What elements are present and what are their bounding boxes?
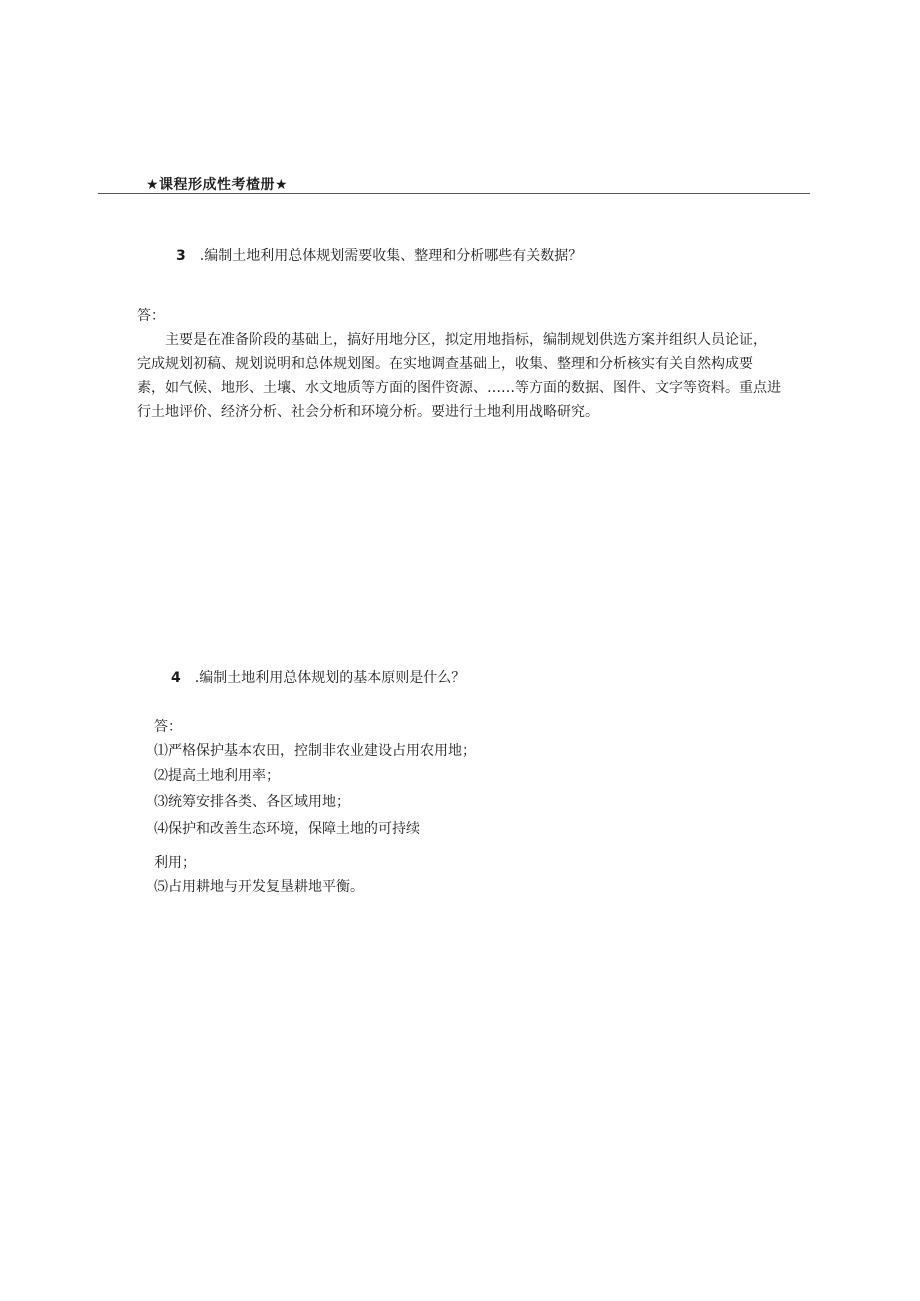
header-divider: [98, 193, 810, 194]
answer-line: 完成规划初稿、规划说明和总体规划图。在实地调查基础上，收集、整理和分析核实有关自然构成要: [137, 356, 753, 372]
question-number: 3: [176, 248, 186, 264]
answer-line: 素，如气候、地形、土壤、水文地质等方面的图件资源、……等方面的数据、图件、文字等资料。重点进: [137, 380, 781, 396]
question-4: [171, 667, 465, 687]
principle-item: ⑷保护和改善生态环境，保障土地的可持续: [154, 821, 420, 837]
answer-line: 主要是在准备阶段的基础上，搞好用地分区，拟定用地指标，编制规划供选方案并组织人员论证，: [165, 332, 767, 348]
answer-line: 行土地评价、经济分析、社会分析和环境分析。要进行土地利用战略研究。: [137, 404, 599, 420]
answer-label: 答：: [137, 308, 165, 324]
question-text: .编制土地利用总体规划需要收集、整理和分析哪些有关数据？: [199, 248, 583, 264]
answer-label: 答：: [154, 719, 182, 735]
principle-item: ⑸占用耕地与开发复垦耕地平衡。: [154, 879, 364, 895]
principle-item: ⑴严格保护基本农田，控制非农业建设占用农用地；: [154, 743, 476, 759]
question-number: 4: [171, 670, 181, 686]
principle-item: ⑶统筹安排各类、各区域用地；: [154, 794, 350, 810]
principle-item-continuation: 利用；: [154, 855, 196, 871]
document-header-title: ★课程形成性考楂册★: [146, 177, 289, 193]
question-text: .编制土地利用总体规划的基本原则是什么？: [194, 670, 466, 686]
principle-item: ⑵提高土地利用率；: [154, 768, 280, 784]
question-3: [176, 245, 582, 265]
answer-paragraph: [137, 328, 813, 424]
